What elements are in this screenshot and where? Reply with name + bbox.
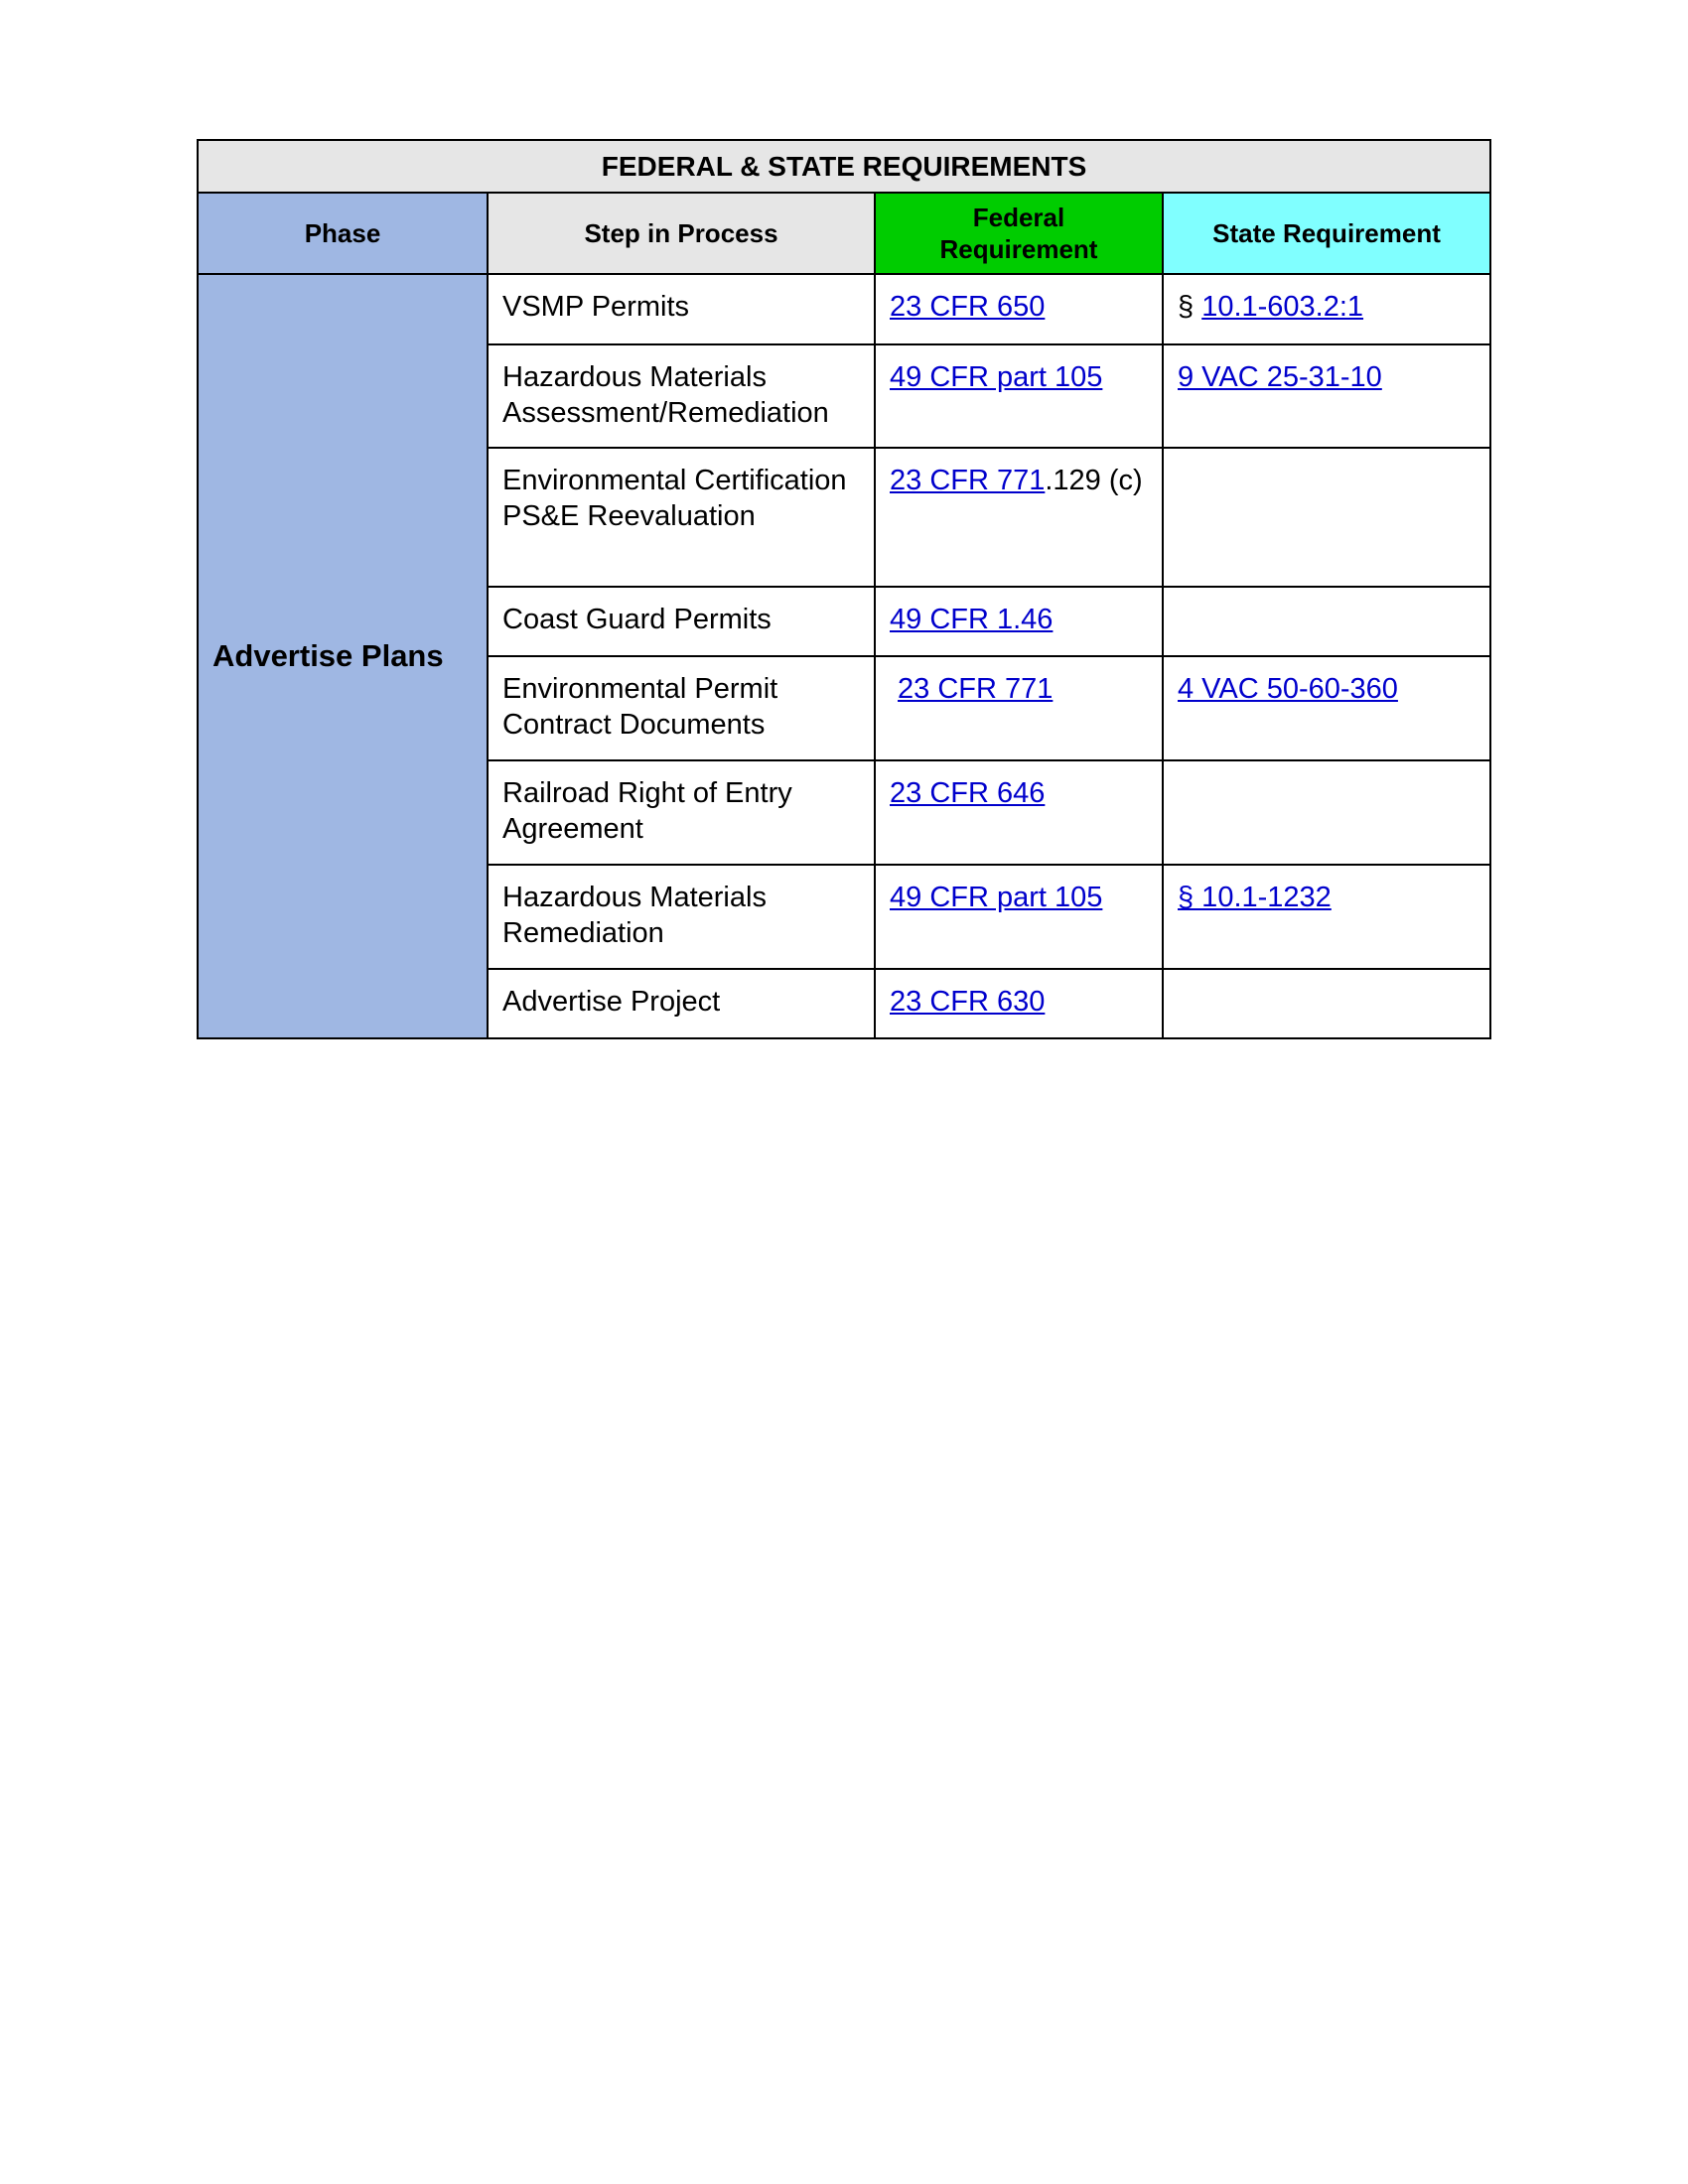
header-state: State Requirement — [1163, 193, 1490, 274]
table-title: FEDERAL & STATE REQUIREMENTS — [198, 140, 1490, 193]
state-link[interactable]: § 10.1-1232 — [1178, 882, 1332, 913]
step-cell: Coast Guard Permits — [488, 587, 875, 656]
federal-cell — [875, 865, 1163, 969]
state-cell — [1163, 656, 1490, 760]
header-phase: Phase — [198, 193, 488, 274]
table-row — [198, 274, 1490, 344]
federal-link[interactable]: 23 CFR 771 — [890, 465, 1046, 496]
step-cell: Hazardous Materials Assessment/Remediation — [488, 344, 875, 448]
federal-cell — [875, 274, 1163, 344]
federal-link[interactable]: 23 CFR 771 — [898, 673, 1054, 705]
step-cell: Environmental Permit Contract Documents — [488, 656, 875, 760]
requirements-table — [197, 139, 1491, 1039]
federal-cell — [875, 969, 1163, 1038]
federal-cell — [875, 656, 1163, 760]
step-cell: Railroad Right of Entry Agreement — [488, 760, 875, 865]
federal-cell — [875, 344, 1163, 448]
state-cell — [1163, 448, 1490, 587]
state-cell — [1163, 969, 1490, 1038]
phase-cell: Advertise Plans — [198, 274, 488, 1038]
step-cell: Advertise Project — [488, 969, 875, 1038]
state-link[interactable]: 4 VAC 50-60-360 — [1178, 673, 1398, 705]
federal-link[interactable]: 23 CFR 646 — [890, 777, 1046, 809]
federal-cell — [875, 587, 1163, 656]
header-step: Step in Process — [488, 193, 875, 274]
state-link[interactable]: 10.1-603.2:1 — [1201, 291, 1364, 323]
federal-cell — [875, 448, 1163, 587]
federal-link[interactable]: 49 CFR part 105 — [890, 361, 1103, 393]
federal-cell — [875, 760, 1163, 865]
federal-link[interactable]: 49 CFR 1.46 — [890, 604, 1054, 635]
state-link[interactable]: 9 VAC 25-31-10 — [1178, 361, 1382, 393]
header-federal-label: Federal Requirement — [939, 203, 1098, 264]
state-cell — [1163, 760, 1490, 865]
step-cell: VSMP Permits — [488, 274, 875, 344]
federal-link[interactable]: 23 CFR 630 — [890, 986, 1046, 1018]
state-cell — [1163, 865, 1490, 969]
state-cell — [1163, 587, 1490, 656]
state-cell — [1163, 274, 1490, 344]
step-cell: Hazardous Materials Remediation — [488, 865, 875, 969]
header-row — [198, 193, 1490, 274]
state-prefix: § — [1178, 291, 1202, 323]
federal-link[interactable]: 49 CFR part 105 — [890, 882, 1103, 913]
state-cell — [1163, 344, 1490, 448]
step-cell: Environmental Certification PS&E Reevaluation — [488, 448, 875, 587]
federal-link[interactable]: 23 CFR 650 — [890, 291, 1046, 323]
header-federal — [875, 193, 1163, 274]
federal-suffix: .129 (c) — [1045, 465, 1143, 496]
